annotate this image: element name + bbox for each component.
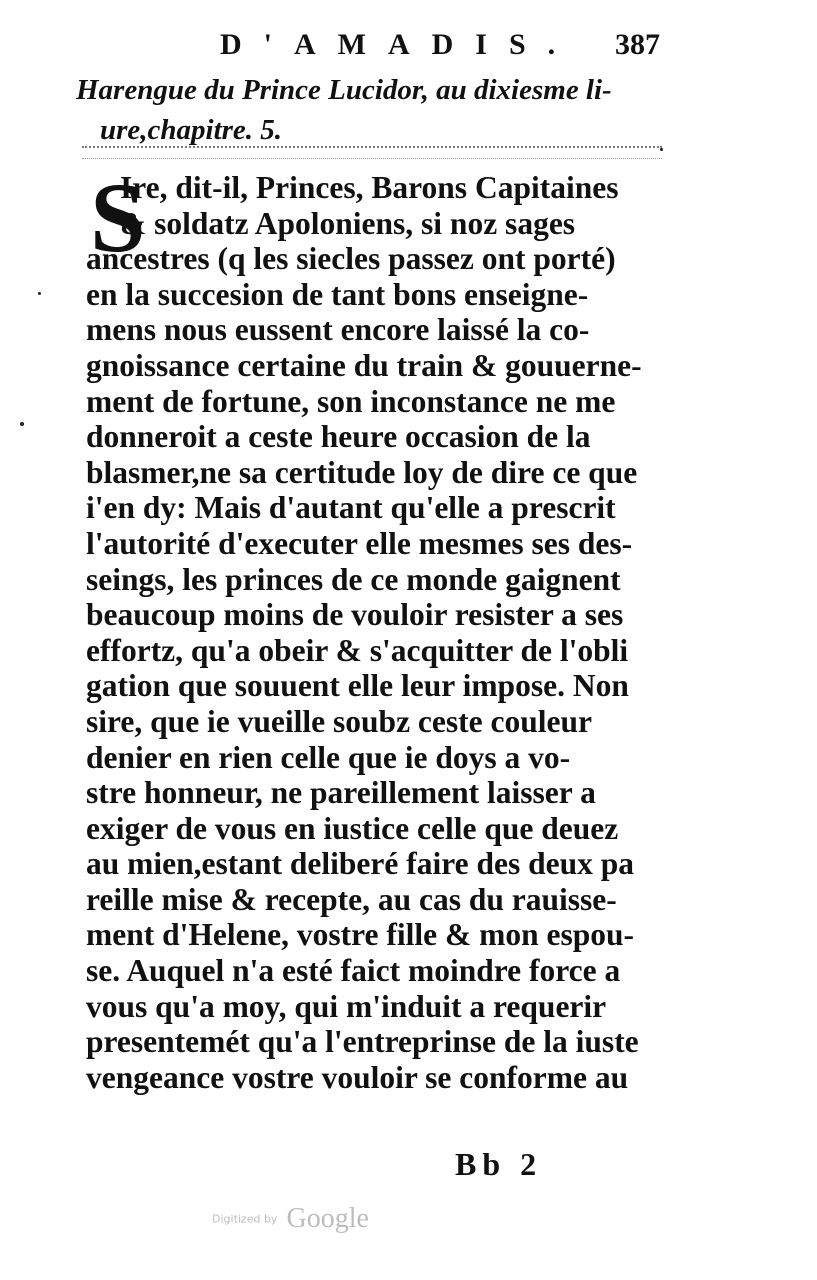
margin-speck — [20, 422, 24, 426]
text-line: sire, que ie vueille soubz ceste couleur — [86, 703, 592, 739]
text-line: seings, les princes de ce monde gaignent — [86, 561, 621, 597]
text-line: i'en dy: Mais d'autant qu'elle a prescrit — [86, 490, 616, 526]
margin-speck — [660, 148, 663, 151]
text-line: denier en rien celle que ie doys a vo- — [86, 739, 571, 775]
chapter-heading — [76, 70, 666, 150]
text-line: gation que souuent elle leur impose. Non — [86, 668, 629, 704]
margin-speck — [38, 292, 41, 295]
running-title: D'AMADIS. — [220, 28, 578, 61]
watermark-prefix: Digitized by — [212, 1212, 278, 1226]
text-line: vengeance vostre vouloir se conforme au — [86, 1059, 629, 1095]
signature-mark: Bb 2 — [455, 1146, 543, 1182]
heading-line-2: ure,chapitre. 5. — [100, 114, 283, 146]
text-line: stre honneur, ne pareillement laisser a — [86, 775, 596, 811]
text-line: & soldatz Apoloniens, si noz sages — [120, 205, 576, 241]
text-line: presentemét qu'a l'entreprinse de la iuste — [86, 1024, 639, 1060]
text-line: gnoissance certaine du train & gouuerne- — [86, 347, 642, 383]
text-line: au mien,estant deliberé faire des deux pa — [86, 846, 635, 882]
text-line: vous qu'a moy, qui m'induit a requerir — [86, 988, 607, 1024]
text-line: en la succesion de tant bons enseigne- — [86, 276, 589, 312]
text-line: beaucoup moins de vouloir resister a ses — [86, 597, 624, 633]
body-text — [86, 162, 676, 1095]
text-line: blasmer,ne sa certitude loy de dire ce que — [86, 454, 638, 490]
google-logo: Google — [286, 1203, 369, 1234]
text-line: reille mise & recepte, au cas du rauisse- — [86, 881, 617, 917]
text-line: effortz, qu'a obeir & s'acquitter de l'obli — [86, 632, 629, 668]
digitized-watermark — [212, 1203, 369, 1235]
heading-line-1: Harengue du Prince Lucidor, au dixiesme li- — [76, 74, 612, 106]
drop-cap: S — [90, 162, 146, 273]
text-line: se. Auquel n'a esté faict moindre force a — [86, 953, 621, 989]
page-number: 387 — [615, 28, 660, 61]
ornamental-rule — [82, 146, 662, 159]
text-line: ment de fortune, son inconstance ne me — [86, 383, 616, 419]
text-line: ancestres (q les siecles passez ont porté) — [86, 241, 616, 277]
running-head — [190, 28, 660, 68]
text-line: donneroit a ceste heure occasion de la — [86, 419, 591, 455]
text-line: Ire, dit-il, Princes, Barons Capitaines — [120, 170, 619, 205]
text-line: exiger de vous en iustice celle que deuez — [86, 810, 619, 846]
text-line: mens nous eussent encore laissé la co- — [86, 312, 590, 348]
text-line: l'autorité d'executer elle mesmes ses des- — [86, 525, 633, 561]
text-line: ment d'Helene, vostre fille & mon espou- — [86, 917, 634, 953]
